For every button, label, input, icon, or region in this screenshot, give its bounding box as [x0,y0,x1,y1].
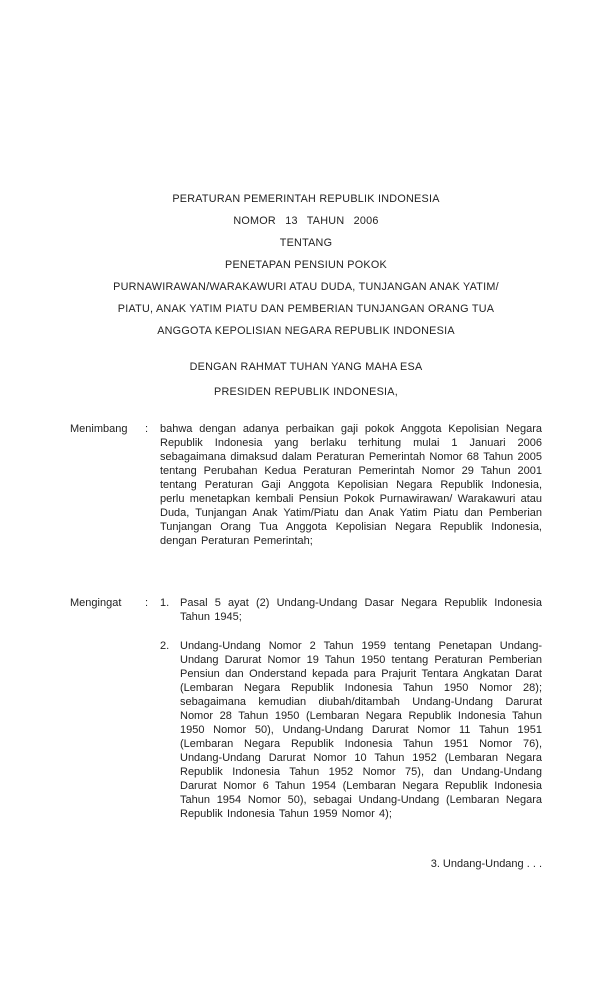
menimbang-text: bahwa dengan adanya perbaikan gaji pokok Anggota Kepolisian Negara Republik Indonesia yang berlaku terhitung mulai 1 Januari 2006 sebagaimana dimaksud dalam Peraturan Pemerintah Nomor 68 Tahun 2005 tentang Perubahan Kedua Peraturan Pemerintah Nomor 29 Tahun 2001 tentang Peraturan Gaji Anggota Kepolisian Negara Republik Indonesia, perlu menetapkan kembali Pensiun Pokok Purnawirawan/ Warakawuri atau Duda, Tunjangan Anak Yatim/Piatu dan Anak Yatim Piatu dan Pemberian Tunjangan Orang Tua Anggota Kepolisian Negara Republik Indonesia, dengan Peraturan Pemerintah; [160,423,542,547]
mengingat-list [160,596,542,821]
mengingat-item-1-number: 1. [160,597,170,609]
title-block [70,188,542,342]
mengingat-item-1-text: Pasal 5 ayat (2) Undang-Undang Dasar Negara Republik Indonesia Tahun 1945; [180,597,542,623]
page-catchword: 3. Undang-Undang . . . [430,858,542,870]
preamble-rahmat: DENGAN RAHMAT TUHAN YANG MAHA ESA [189,361,423,373]
title-line-nomor: NOMOR 13 TAHUN 2006 [233,215,379,227]
mengingat-item-2 [160,639,542,821]
menimbang-label: Menimbang [70,423,128,435]
mengingat-section [70,596,542,821]
menimbang-colon: : [144,423,148,435]
title-line-subject-4: ANGGOTA KEPOLISIAN NEGARA REPUBLIK INDONESIA [157,325,455,337]
menimbang-section [70,422,542,548]
mengingat-item-2-text: Undang-Undang Nomor 2 Tahun 1959 tentang Penetapan Undang-Undang Darurat Nomor 19 Tahun 1950 tentang Peraturan Pemberian Pensiun dan Onderstand kepada para Prajurit Tentara Angkatan Darat (Lembaran Negara Republik Indonesia Tahun 1950 Nomor 28); sebagaimana kemudian diubah/ditambah Undang-Undang Darurat Nomor 28 Tahun 1950 (Lembaran Negara Republik Indonesia Tahun 1950 Nomor 50), Undang-Undang Darurat Nomor 11 Tahun 1951 (Lembaran Negara Republik Indonesia Tahun 1951 Nomor 76), Undang-Undang Darurat Nomor 10 Tahun 1952 (Lembaran Negara Republik Indonesia Tahun 1952 Nomor 75), dan Undang-Undang Darurat Nomor 6 Tahun 1954 (Lembaran Negara Republik Indonesia Tahun 1954 Nomor 50), sebagai Undang-Undang (Lembaran Negara Republik Indonesia Tahun 1959 Nomor 4); [180,640,542,820]
menimbang-label-column [70,422,160,436]
mengingat-colon: : [144,597,148,609]
document-content [70,188,542,871]
title-line-tentang: TENTANG [279,237,333,249]
mengingat-item-1 [160,596,542,624]
mengingat-item-2-number: 2. [160,640,170,652]
mengingat-label-column [70,596,160,610]
preamble [70,355,542,405]
title-line-1: PERATURAN PEMERINTAH REPUBLIK INDONESIA [172,193,440,205]
title-line-subject-2: PURNAWIRAWAN/WARAKAWURI ATAU DUDA, TUNJANGAN ANAK YATIM/ [113,281,499,293]
title-line-subject-1: PENETAPAN PENSIUN POKOK [225,259,387,271]
title-line-subject-3: PIATU, ANAK YATIM PIATU DAN PEMBERIAN TUNJANGAN ORANG TUA [117,303,495,315]
mengingat-label: Mengingat [70,597,122,609]
preamble-presiden: PRESIDEN REPUBLIK INDONESIA, [214,386,398,398]
